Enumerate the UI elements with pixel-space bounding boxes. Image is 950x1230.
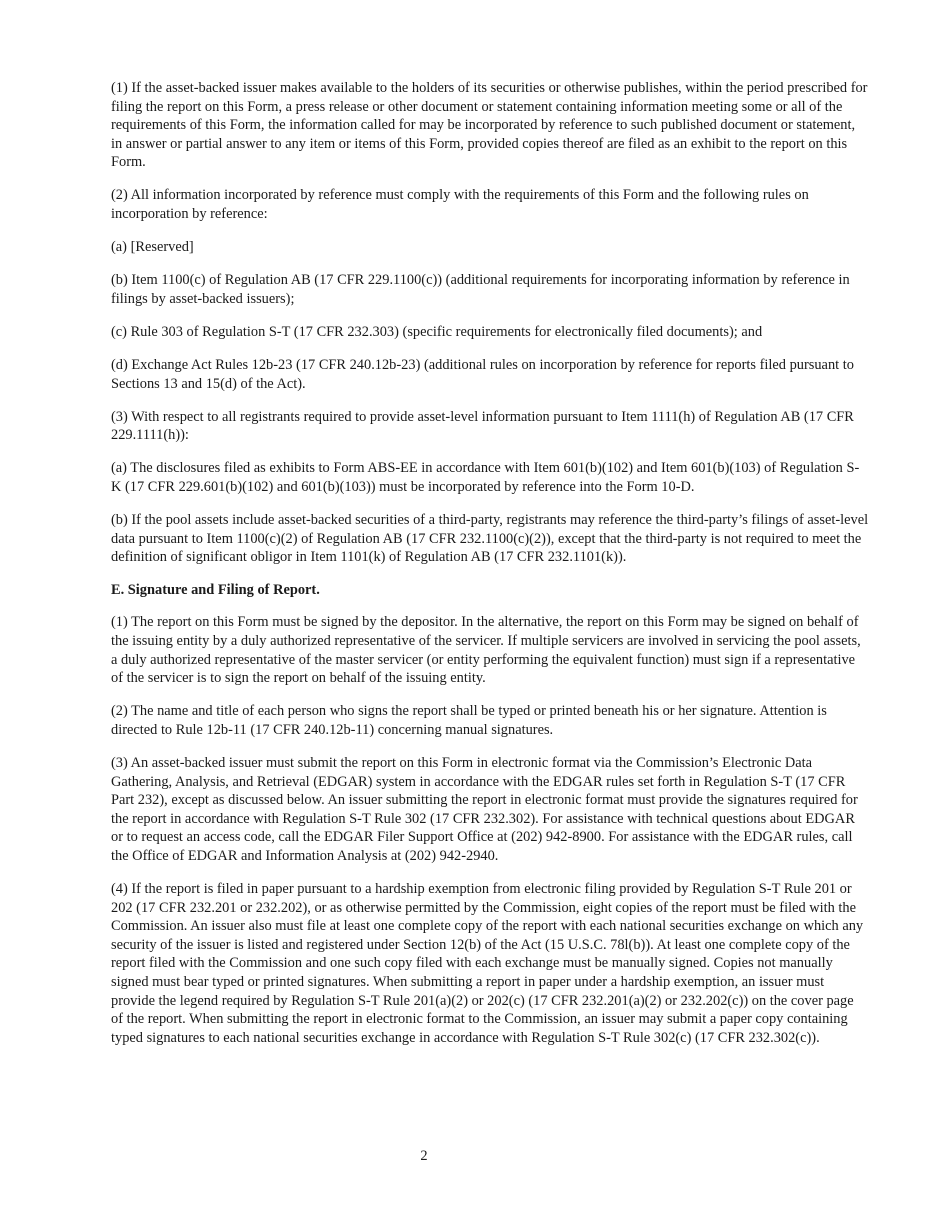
paragraph-signature-4: (4) If the report is filed in paper pursuant to a hardship exemption from electronic filing provided by Regulation S-T Rule 201 or 202 (17 CFR 232.201 or 232.202), or as otherwise permitted by the Commission, eight copies of the report must be filed with the Commission. An issuer also must file at least one complete copy of the report with each national securities exchange on which any security of the issuer is listed and registered under Section 12(b) of the Act (15 U.S.C. 78l(b)). At least one complete copy of the report filed with the Commission and one such copy filed with each exchange must be manually signed. Copies not manually signed must bear typed or printed signatures. When submitting a report in paper under a hardship exemption, an issuer must provide the legend required by Regulation S-T Rule 201(a)(2) or 202(c) (17 CFR 232.201(a)(2) or 232.202(c)) on the cover page of the report. When submitting the report in electronic format to the Commission, an issuer may submit a paper copy containing typed signatures to each national securities exchange in accordance with Regulation S-T Rule 302(c) (17 CFR 232.302(c)). bbox=[111, 881, 864, 1046]
paragraph-incorporation-3b: (b) If the pool assets include asset-backed securities of a third-party, registrants may reference the third-party’s filings of asset-level data pursuant to Item 1100(c)(2) of Regulation AB (17 CFR 232.1100(c)(2)), except that the third-party is not required to meet the definition of significant obligor in Item 1101(k) of Regulation AB (17 CFR 232.1101(k)). bbox=[111, 512, 869, 566]
paragraph-incorporation-3a: (a) The disclosures filed as exhibits to Form ABS-EE in accordance with Item 601(b)(102) and Item 601(b)(103) of Regulation S-K (17 CFR 229.601(b)(102) and 601(b)(103)) must be incorporated by reference into the Form 10-D. bbox=[111, 460, 860, 495]
page-number: 2 bbox=[420, 1148, 428, 1164]
paragraph-incorporation-2b: (b) Item 1100(c) of Regulation AB (17 CFR 229.1100(c)) (additional requirements for incorporating information by reference in filings by asset-backed issuers); bbox=[111, 272, 850, 307]
paragraph-incorporation-2c: (c) Rule 303 of Regulation S-T (17 CFR 232.303) (specific requirements for electronically filed documents); and bbox=[111, 323, 763, 340]
paragraph-signature-2: (2) The name and title of each person who signs the report shall be typed or printed beneath his or her signature. Attention is directed to Rule 12b-11 (17 CFR 240.12b-11) concerning manual signatures. bbox=[111, 703, 827, 738]
paragraph-incorporation-2a: (a) [Reserved] bbox=[111, 239, 194, 256]
paragraph-signature-3: (3) An asset-backed issuer must submit the report on this Form in electronic format via the Commission’s Electronic Data Gathering, Analysis, and Retrieval (EDGAR) system in accordance with the EDGAR rules set forth in Regulation S-T (17 CFR Part 232), except as discussed below. An issuer submitting the report in electronic format must provide the signatures required for the report in accordance with Regulation S-T Rule 302 (17 CFR 232.302). For assistance with technical questions about EDGAR or to request an access code, call the EDGAR Filer Support Office at (202) 942-8900. For assistance with the EDGAR rules, call the Office of EDGAR and Information Analysis at (202) 942-2940. bbox=[111, 755, 858, 864]
paragraph-incorporation-2: (2) All information incorporated by reference must comply with the requirements of this Form and the following rules on incorporation by reference: bbox=[111, 187, 809, 223]
paragraph-incorporation-1: (1) If the asset-backed issuer makes available to the holders of its securities or otherwise publishes, within the period prescribed for filing the report on this Form, a press release or other document or statement containing information meeting some or all of the requirements of this Form, the information called for may be incorporated by reference to such published document or statement, in answer or partial answer to any item or items of this Form, provided copies thereof are filed as an exhibit to the report on this Form. bbox=[111, 80, 868, 171]
paragraph-signature-1: (1) The report on this Form must be signed by the depositor. In the alternative, the report on this Form may be signed on behalf of the issuing entity by a duly authorized representative of the servicer. If multiple servicers are involved in servicing the pool assets, a duly authorized representative of the master servicer (or entity performing the equivalent function) must sign if a representative of the servicer is to sign the report on behalf of the issuing entity. bbox=[111, 614, 861, 687]
section-heading-signature-filing: E. Signature and Filing of Report. bbox=[111, 582, 320, 599]
document-body bbox=[111, 79, 869, 1062]
paragraph-incorporation-2d: (d) Exchange Act Rules 12b-23 (17 CFR 240.12b-23) (additional rules on incorporation by reference for reports filed pursuant to Sections 13 and 15(d) of the Act). bbox=[111, 357, 854, 392]
paragraph-incorporation-3: (3) With respect to all registrants required to provide asset-level information pursuant to Item 1111(h) of Regulation AB (17 CFR 229.1111(h)): bbox=[111, 408, 854, 444]
